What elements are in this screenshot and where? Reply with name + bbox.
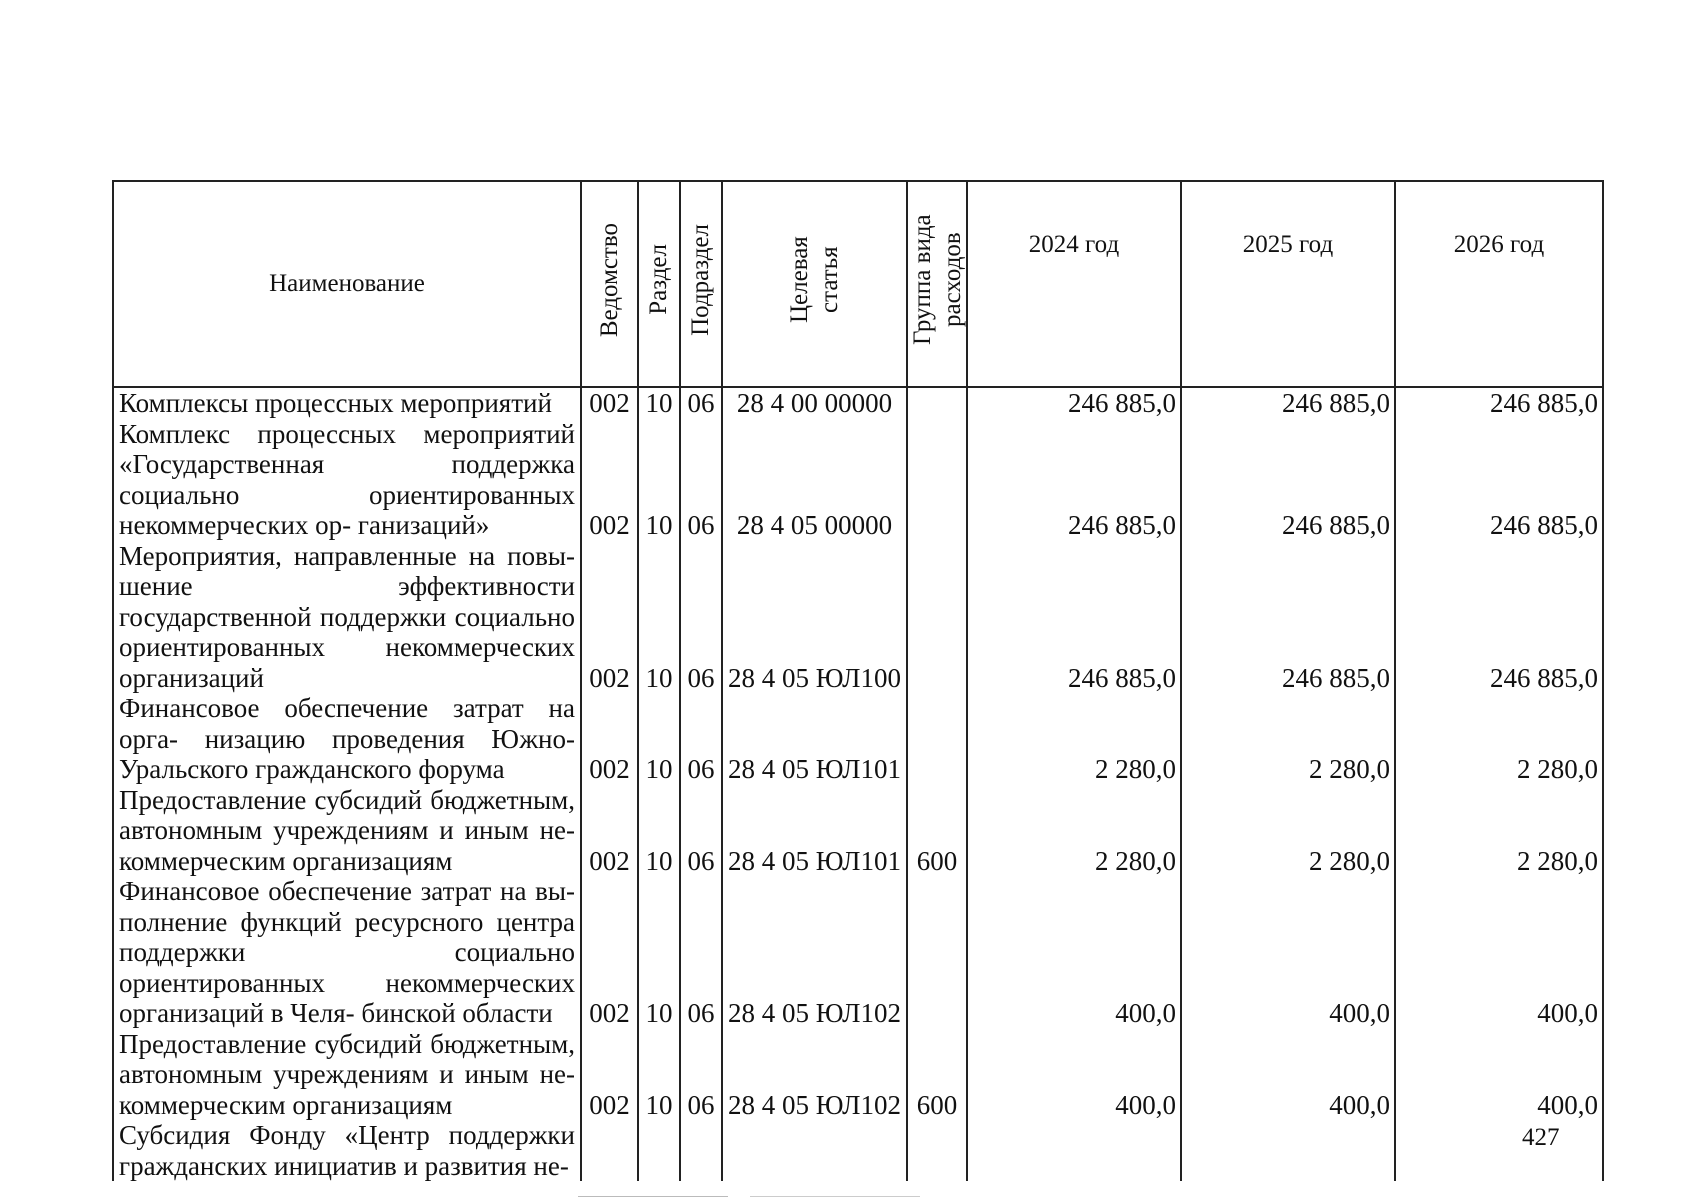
- row-razdel: 10: [638, 541, 680, 694]
- row-razdel: 10: [638, 1029, 680, 1121]
- row-2024: [967, 1120, 1181, 1181]
- row-vedomstvo: 002: [581, 693, 638, 785]
- header-row: [113, 181, 1603, 387]
- scan-artifact-divider: [578, 1196, 728, 1197]
- header-celevaya-statya: Целевая статья: [722, 181, 907, 387]
- row-podrazdel: 06: [680, 387, 722, 419]
- table-row: [113, 387, 1603, 419]
- row-2025: [1181, 1120, 1395, 1181]
- row-2026: 2 280,0: [1395, 785, 1603, 877]
- row-2026: 246 885,0: [1395, 419, 1603, 541]
- row-gruppa: [907, 1120, 967, 1181]
- row-2024: 400,0: [967, 876, 1181, 1029]
- row-razdel: 10: [638, 387, 680, 419]
- table-row: [113, 693, 1603, 785]
- row-vedomstvo: 002: [581, 785, 638, 877]
- row-vedomstvo: 002: [581, 1029, 638, 1121]
- header-2024: 2024 год: [967, 181, 1181, 387]
- row-2024: 2 280,0: [967, 785, 1181, 877]
- header-2026: 2026 год: [1395, 181, 1603, 387]
- row-name: Финансовое обеспечение затрат на орга- низацию проведения Южно-Уральского гражданского форума: [113, 693, 581, 785]
- scan-artifact-divider: [750, 1196, 920, 1197]
- header-vedomstvo: Ведомство: [581, 181, 638, 387]
- row-2026: 246 885,0: [1395, 541, 1603, 694]
- row-gruppa: [907, 876, 967, 1029]
- row-gruppa: 600: [907, 1029, 967, 1121]
- row-podrazdel: [680, 1120, 722, 1181]
- row-razdel: [638, 1120, 680, 1181]
- row-podrazdel: 06: [680, 541, 722, 694]
- row-2026: [1395, 1120, 1603, 1181]
- header-razdel: Раздел: [638, 181, 680, 387]
- budget-table: [112, 180, 1604, 1181]
- row-name: Комплекс процессных мероприятий «Государственная поддержка социально ориентированных некоммерческих ор- ганизаций»: [113, 419, 581, 541]
- row-razdel: 10: [638, 419, 680, 541]
- table-row: [113, 876, 1603, 1029]
- row-name: Комплексы процессных мероприятий: [113, 387, 581, 419]
- row-vedomstvo: 002: [581, 876, 638, 1029]
- row-vedomstvo: 002: [581, 419, 638, 541]
- row-celevaya-statya: 28 4 05 00000: [722, 419, 907, 541]
- row-name: Предоставление субсидий бюджетным, автономным учреждениям и иным не- коммерческим организациям: [113, 1029, 581, 1121]
- row-podrazdel: 06: [680, 785, 722, 877]
- row-2026: 400,0: [1395, 876, 1603, 1029]
- row-gruppa: [907, 387, 967, 419]
- table-row: [113, 1120, 1603, 1181]
- row-name: Финансовое обеспечение затрат на вы- полнение функций ресурсного центра поддержки социально ориентированных некоммерческих организаций в Челя- бинской области: [113, 876, 581, 1029]
- row-gruppa: [907, 541, 967, 694]
- row-podrazdel: 06: [680, 876, 722, 1029]
- row-celevaya-statya: 28 4 05 ЮЛ102: [722, 876, 907, 1029]
- table-row: [113, 419, 1603, 541]
- table-row: [113, 1029, 1603, 1121]
- row-2025: 400,0: [1181, 876, 1395, 1029]
- row-2025: 246 885,0: [1181, 387, 1395, 419]
- row-2026: 246 885,0: [1395, 387, 1603, 419]
- row-name: Субсидия Фонду «Центр поддержки гражданских инициатив и развития не-: [113, 1120, 581, 1181]
- row-celevaya-statya: 28 4 00 00000: [722, 387, 907, 419]
- header-podrazdel: Подраздел: [680, 181, 722, 387]
- row-celevaya-statya: 28 4 05 ЮЛ101: [722, 693, 907, 785]
- row-2025: 246 885,0: [1181, 541, 1395, 694]
- header-name: Наименование: [113, 181, 581, 387]
- row-2025: 400,0: [1181, 1029, 1395, 1121]
- row-razdel: 10: [638, 785, 680, 877]
- row-2024: 2 280,0: [967, 693, 1181, 785]
- row-vedomstvo: [581, 1120, 638, 1181]
- row-2024: 246 885,0: [967, 419, 1181, 541]
- row-2026: 400,0: [1395, 1029, 1603, 1121]
- row-vedomstvo: 002: [581, 541, 638, 694]
- row-podrazdel: 06: [680, 419, 722, 541]
- table-row: [113, 541, 1603, 694]
- row-podrazdel: 06: [680, 1029, 722, 1121]
- row-2024: 246 885,0: [967, 387, 1181, 419]
- row-razdel: 10: [638, 876, 680, 1029]
- row-2026: 2 280,0: [1395, 693, 1603, 785]
- row-2025: 2 280,0: [1181, 693, 1395, 785]
- row-celevaya-statya: 28 4 05 ЮЛ100: [722, 541, 907, 694]
- row-gruppa: 600: [907, 785, 967, 877]
- row-name: Предоставление субсидий бюджетным, автономным учреждениям и иным не- коммерческим организациям: [113, 785, 581, 877]
- row-gruppa: [907, 419, 967, 541]
- row-2025: 246 885,0: [1181, 419, 1395, 541]
- header-gruppa-vida-rashodov: Группа вида расходов: [907, 181, 967, 387]
- header-2025: 2025 год: [1181, 181, 1395, 387]
- row-2024: 400,0: [967, 1029, 1181, 1121]
- row-gruppa: [907, 693, 967, 785]
- row-name: Мероприятия, направленные на повы- шение эффективности государственной поддержки социально ориентированных некоммерческих организаций: [113, 541, 581, 694]
- row-2025: 2 280,0: [1181, 785, 1395, 877]
- table-row: [113, 785, 1603, 877]
- row-celevaya-statya: 28 4 05 ЮЛ102: [722, 1029, 907, 1121]
- row-celevaya-statya: 28 4 05 ЮЛ101: [722, 785, 907, 877]
- row-2024: 246 885,0: [967, 541, 1181, 694]
- row-podrazdel: 06: [680, 693, 722, 785]
- row-vedomstvo: 002: [581, 387, 638, 419]
- row-celevaya-statya: [722, 1120, 907, 1181]
- page-number: 427: [1522, 1124, 1560, 1151]
- row-razdel: 10: [638, 693, 680, 785]
